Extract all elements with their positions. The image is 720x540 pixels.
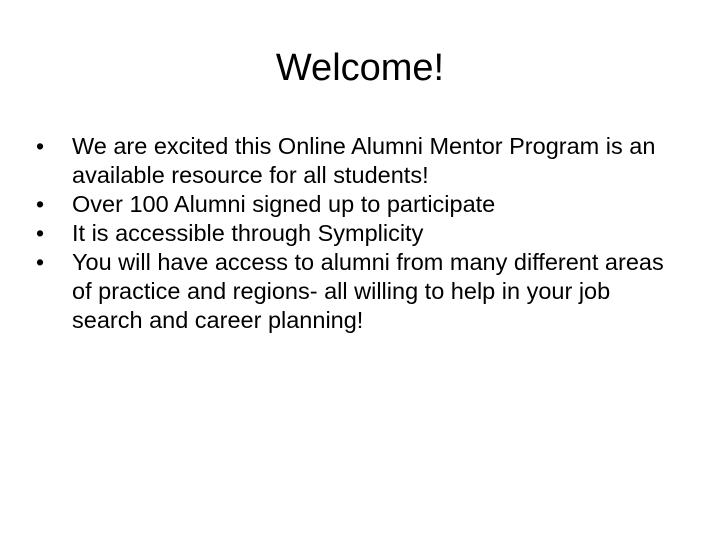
bullet-point-icon: • bbox=[36, 191, 45, 217]
bullet-item bbox=[36, 248, 676, 335]
bullet-point-icon: • bbox=[36, 220, 45, 246]
bullet-item bbox=[36, 219, 676, 248]
bullet-item bbox=[36, 190, 676, 219]
bullet-text: Over 100 Alumni signed up to participate bbox=[72, 191, 496, 217]
bullet-text: It is accessible through Symplicity bbox=[72, 220, 424, 246]
bullet-item bbox=[36, 132, 676, 190]
bullet-point-icon: • bbox=[36, 133, 45, 159]
slide-title: Welcome! bbox=[275, 47, 445, 89]
bullet-point-icon: • bbox=[36, 249, 45, 275]
bullet-text: You will have access to alumni from many different areas of practice and regions- all willing to help in your job search and career planning! bbox=[72, 249, 664, 333]
bullet-list bbox=[36, 132, 676, 335]
bullet-text: We are excited this Online Alumni Mentor Program is an available resource for all students! bbox=[72, 133, 656, 188]
